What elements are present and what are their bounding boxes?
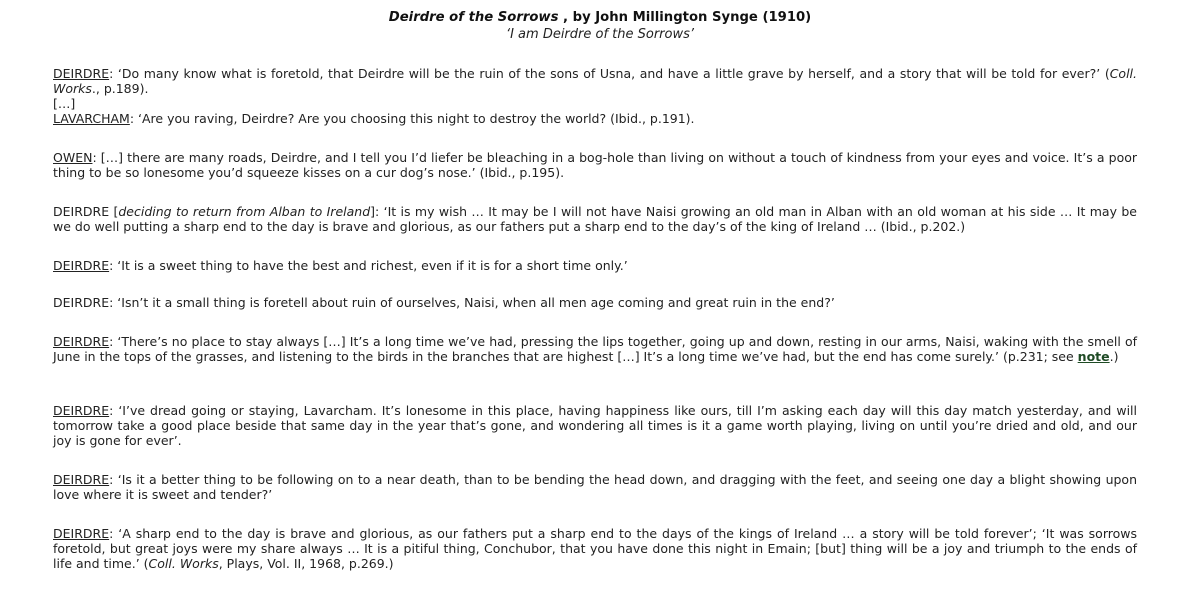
quote-text-end: .) xyxy=(1109,349,1119,364)
quote-text: : […] there are many roads, Deirdre, and I tell you I’d liefer be bleaching in a bog-hole than living on without a touch of kindness from your eyes and voice. It’s a poor thing to be so lonesome you’d squeeze kisses on a cur dog’s nose.’ (Ibid., p.195). xyxy=(53,150,1137,180)
quote-text: : ‘There’s no place to stay always […] It’s a long time we’ve had, pressing the lips together, going up and down, resting in our arms, Naisi, waking with the smell of June in the tops of the grasses, and listening to the birds in the branches that are highest […] It’s a long time we’ve had, but the end has come surely.’ (p.231; see xyxy=(53,334,1137,364)
speaker-name: DEIRDRE xyxy=(53,472,110,487)
quote-text: : ‘I’ve dread going or staying, Lavarcham. It’s lonesome in this place, having happiness like ours, till I’m asking each day will this day match yesterday, and will tomorrow take a good place beside that same day in the year that’s gone, and wondering all times is it a game worth playing, living on until you’re dried and old, and our joy is gone for ever’. xyxy=(53,403,1137,448)
speaker-name: DEIRDRE xyxy=(53,526,110,541)
quote-text: ]: ‘It is my wish … It may be I will not have Naisi growing an old man in Alban with an old woman at his side … It may be we do well putting a sharp end to the day is brave and glorious, as our fathers put a sharp end to the day’s of the king of Ireland … (Ibid., p.202.) xyxy=(53,204,1137,234)
speaker-name: DEIRDRE xyxy=(53,334,110,349)
title-byline: , by John Millington Synge (1910) xyxy=(558,10,812,25)
quote-text: DEIRDRE: ‘Isn’t it a small thing is foretell about ruin of ourselves, Naisi, when all men age coming and great ruin in the end?’ xyxy=(53,295,835,310)
note-link[interactable]: note xyxy=(1077,349,1110,364)
ellipsis: […] xyxy=(53,96,76,111)
quote-text: : ‘Do many know what is foretold, that Deirdre will be the ruin of the sons of Usna, and have a little grave by herself, and a story that will be told for ever?’ ( xyxy=(109,66,1110,81)
speaker-name: DEIRDRE xyxy=(53,258,110,273)
speaker-name: OWEN xyxy=(53,150,93,165)
quote-text: : ‘It is a sweet thing to have the best and richest, even if it is for a short time only.’ xyxy=(109,258,628,273)
quote-text: : ‘A sharp end to the day is brave and glorious, as our fathers put a sharp end to the days of the kings of Ireland … a story will be told forever’; ‘It was sorrows foretold, but great joys were my share always … It is a pitiful thing, Conchubor, that you have done this night in Emain; [but] thing will be a joy and triumph to the ends of life and time.’ ( xyxy=(53,526,1137,571)
quote-paragraph-1 xyxy=(53,66,1137,126)
speaker-name: DEIRDRE xyxy=(53,403,110,418)
quote-paragraph-8 xyxy=(53,472,1137,502)
page-subtitle: ‘I am Deirdre of the Sorrows’ xyxy=(505,27,695,42)
speaker-name: DEIRDRE xyxy=(53,66,110,81)
quote-text: : ‘Is it a better thing to be following on to a near death, than to be bending the head down, and dragging with the feet, and seeing one day a blight showing upon love where it is sweet and tender?’ xyxy=(53,472,1137,502)
quote-paragraph-9 xyxy=(53,526,1137,571)
play-title: Deirdre of the Sorrows xyxy=(388,10,559,25)
citation-detail: ., p.189). xyxy=(91,81,149,96)
quote-paragraph-5 xyxy=(53,295,1137,310)
speaker-name: DEIRDRE [ xyxy=(53,204,119,219)
quote-text: : ‘Are you raving, Deirdre? Are you choosing this night to destroy the world? (Ibid., p.191). xyxy=(129,111,695,126)
quote-paragraph-2 xyxy=(53,150,1137,180)
quote-paragraph-4 xyxy=(53,258,1137,273)
quote-paragraph-3 xyxy=(53,204,1137,234)
citation-title: Coll. Works xyxy=(148,556,219,571)
citation-title: Coll. Works xyxy=(53,66,1137,96)
citation-detail: , Plays, Vol. II, 1968, p.269.) xyxy=(218,556,394,571)
quote-paragraph-6 xyxy=(53,334,1137,364)
stage-direction: deciding to return from Alban to Ireland xyxy=(118,204,371,219)
quote-paragraph-7 xyxy=(53,403,1137,448)
speaker-name: LAVARCHAM xyxy=(53,111,130,126)
page-title xyxy=(0,10,1200,26)
